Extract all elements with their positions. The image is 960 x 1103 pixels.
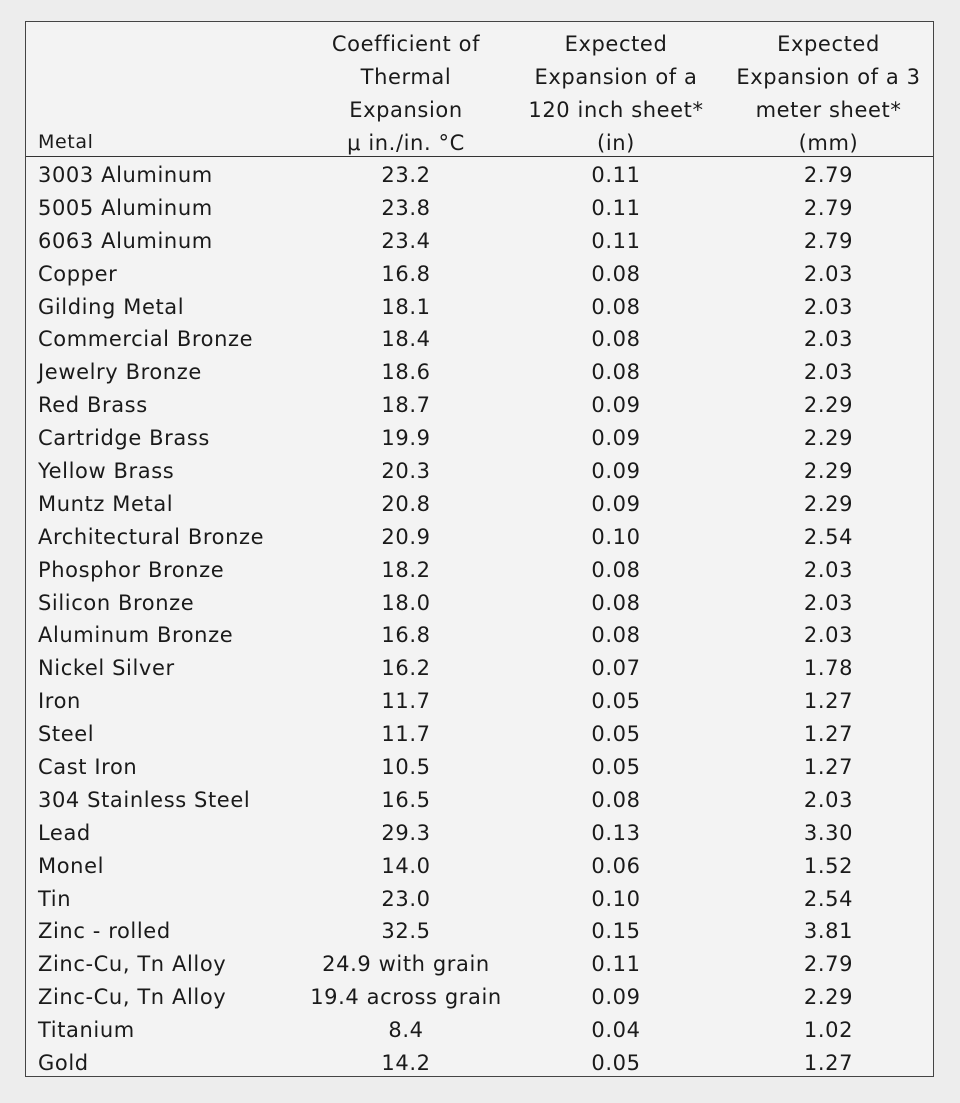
- header-expansion-mm-line: (mm): [798, 131, 859, 155]
- cell-metal: Steel: [38, 722, 95, 747]
- cell-expansion-in: 0.13: [591, 820, 641, 845]
- header-metal: Metal: [38, 131, 94, 153]
- cell-metal: Gilding Metal: [38, 294, 185, 319]
- header-expansion-in-line: 120 inch sheet*: [528, 98, 704, 122]
- cell-coefficient: 23.0: [381, 886, 431, 911]
- cell-metal: Tin: [38, 886, 72, 911]
- cell-expansion-mm: 1.27: [803, 1051, 854, 1076]
- cell-expansion-mm: 2.03: [803, 787, 854, 812]
- table-row: [26, 619, 933, 652]
- table-row: [26, 784, 933, 817]
- cell-expansion-in: 0.10: [591, 524, 641, 549]
- cell-expansion-in: 0.05: [591, 755, 641, 780]
- header-expansion-mm-line: Expected: [777, 32, 880, 56]
- cell-coefficient: 11.7: [381, 722, 431, 747]
- cell-expansion-mm: 3.81: [803, 919, 854, 944]
- cell-expansion-in: 0.08: [591, 557, 641, 582]
- cell-expansion-in: 0.08: [591, 623, 641, 648]
- cell-expansion-in: 0.09: [591, 393, 641, 418]
- cell-expansion-mm: 2.79: [803, 952, 854, 977]
- table-row: [26, 1014, 933, 1047]
- cell-expansion-mm: 1.52: [803, 853, 854, 878]
- cell-coefficient: 20.3: [381, 459, 431, 484]
- cell-expansion-in: 0.11: [591, 195, 641, 220]
- cell-metal: Copper: [38, 261, 118, 286]
- cell-expansion-mm: 2.79: [803, 163, 854, 187]
- cell-metal: 5005 Aluminum: [38, 195, 213, 220]
- table-row: [26, 915, 933, 948]
- cell-metal: Iron: [38, 689, 81, 714]
- cell-metal: Yellow Brass: [38, 459, 175, 484]
- cell-coefficient: 16.2: [381, 656, 431, 681]
- cell-coefficient: 18.0: [381, 590, 431, 615]
- cell-expansion-in: 0.15: [591, 919, 641, 944]
- table-row: [26, 850, 933, 883]
- cell-coefficient: 10.5: [381, 755, 431, 780]
- cell-coefficient: 23.8: [381, 195, 431, 220]
- table-row: [26, 323, 933, 356]
- table-row: [26, 291, 933, 324]
- cell-coefficient: 8.4: [388, 1018, 424, 1043]
- table-row: [26, 817, 933, 850]
- header-coefficient-line: Expansion: [349, 98, 463, 122]
- cell-coefficient: 11.7: [381, 689, 431, 714]
- cell-expansion-in: 0.09: [591, 426, 641, 451]
- cell-expansion-in: 0.07: [591, 656, 641, 681]
- cell-metal: Gold: [38, 1051, 89, 1076]
- cell-expansion-in: 0.05: [591, 1051, 641, 1076]
- cell-expansion-mm: 2.03: [803, 557, 854, 582]
- cell-expansion-in: 0.09: [591, 985, 641, 1010]
- cell-coefficient: 32.5: [381, 919, 431, 944]
- cell-coefficient: 18.7: [381, 393, 431, 418]
- cell-expansion-mm: 2.03: [803, 623, 854, 648]
- cell-expansion-in: 0.08: [591, 327, 641, 352]
- cell-coefficient: 18.1: [381, 294, 431, 319]
- table-row: [26, 389, 933, 422]
- cell-expansion-mm: 3.30: [803, 820, 854, 845]
- cell-metal: Zinc-Cu, Tn Alloy: [38, 952, 227, 977]
- table-row: [26, 488, 933, 521]
- cell-expansion-mm: 2.03: [803, 261, 854, 286]
- cell-expansion-mm: 1.02: [803, 1018, 854, 1043]
- header-coefficient-line: μ in./in. °C: [347, 131, 465, 155]
- header-expansion-in: [526, 28, 706, 160]
- table-row: [26, 718, 933, 751]
- cell-expansion-in: 0.10: [591, 886, 641, 911]
- cell-expansion-in: 0.04: [591, 1018, 641, 1043]
- cell-coefficient: 24.9 with grain: [322, 952, 490, 977]
- cell-expansion-mm: 2.29: [803, 393, 854, 418]
- cell-expansion-mm: 2.03: [803, 360, 854, 385]
- table-row: [26, 356, 933, 389]
- cell-expansion-in: 0.08: [591, 261, 641, 286]
- cell-expansion-mm: 2.54: [803, 886, 854, 911]
- cell-expansion-in: 0.09: [591, 459, 641, 484]
- cell-metal: 6063 Aluminum: [38, 228, 213, 253]
- header-expansion-mm-line: meter sheet*: [755, 98, 902, 122]
- cell-expansion-in: 0.05: [591, 722, 641, 747]
- cell-expansion-mm: 2.03: [803, 294, 854, 319]
- table-row: [26, 883, 933, 916]
- cell-expansion-mm: 1.27: [803, 722, 854, 747]
- cell-metal: Titanium: [38, 1018, 135, 1043]
- cell-expansion-mm: 2.79: [803, 195, 854, 220]
- thermal-expansion-table: [25, 21, 934, 1077]
- cell-coefficient: 19.4 across grain: [310, 985, 502, 1010]
- cell-expansion-in: 0.08: [591, 787, 641, 812]
- cell-expansion-mm: 1.27: [803, 689, 854, 714]
- cell-metal: Zinc-Cu, Tn Alloy: [38, 985, 227, 1010]
- header-coefficient: [326, 28, 486, 160]
- header-coefficient-line: Thermal: [360, 65, 452, 89]
- table-row: [26, 587, 933, 620]
- cell-expansion-mm: 2.29: [803, 459, 854, 484]
- table-row: [26, 685, 933, 718]
- cell-expansion-mm: 2.29: [803, 491, 854, 516]
- cell-coefficient: 23.2: [381, 163, 431, 187]
- table-row: [26, 159, 933, 192]
- table-row: [26, 258, 933, 291]
- cell-metal: Silicon Bronze: [38, 590, 195, 615]
- cell-expansion-mm: 1.78: [803, 656, 854, 681]
- cell-metal: Commercial Bronze: [38, 327, 254, 352]
- table-row: [26, 521, 933, 554]
- cell-expansion-in: 0.05: [591, 689, 641, 714]
- cell-metal: Red Brass: [38, 393, 148, 418]
- table-row: [26, 554, 933, 587]
- cell-expansion-mm: 2.79: [803, 228, 854, 253]
- cell-metal: Aluminum Bronze: [38, 623, 234, 648]
- cell-coefficient: 23.4: [381, 228, 431, 253]
- cell-coefficient: 14.2: [381, 1051, 431, 1076]
- cell-metal: 3003 Aluminum: [38, 163, 213, 187]
- table-row: [26, 1047, 933, 1080]
- cell-metal: 304 Stainless Steel: [38, 787, 251, 812]
- cell-expansion-mm: 1.27: [803, 755, 854, 780]
- cell-expansion-in: 0.11: [591, 163, 641, 187]
- cell-coefficient: 16.5: [381, 787, 431, 812]
- header-expansion-in-line: Expansion of a: [534, 65, 698, 89]
- cell-metal: Nickel Silver: [38, 656, 175, 681]
- cell-metal: Lead: [38, 820, 91, 845]
- table-row: [26, 455, 933, 488]
- table-row: [26, 981, 933, 1014]
- cell-expansion-in: 0.08: [591, 294, 641, 319]
- header-expansion-mm-line: Expansion of a 3: [736, 65, 921, 89]
- table-row: [26, 948, 933, 981]
- header-expansion-mm: [726, 28, 931, 160]
- header-expansion-in-line: Expected: [564, 32, 668, 56]
- cell-metal: Cartridge Brass: [38, 426, 210, 451]
- cell-coefficient: 20.8: [381, 491, 431, 516]
- cell-expansion-in: 0.06: [591, 853, 641, 878]
- cell-expansion-mm: 2.03: [803, 327, 854, 352]
- cell-expansion-mm: 2.29: [803, 426, 854, 451]
- cell-expansion-mm: 2.54: [803, 524, 854, 549]
- cell-metal: Jewelry Bronze: [38, 360, 202, 385]
- cell-metal: Phosphor Bronze: [38, 557, 225, 582]
- cell-expansion-in: 0.11: [591, 228, 641, 253]
- table-row: [26, 422, 933, 455]
- cell-metal: Architectural Bronze: [38, 524, 265, 549]
- cell-expansion-in: 0.08: [591, 590, 641, 615]
- cell-coefficient: 18.6: [381, 360, 431, 385]
- cell-metal: Muntz Metal: [38, 491, 174, 516]
- table-row: [26, 192, 933, 225]
- cell-coefficient: 18.2: [381, 557, 431, 582]
- cell-coefficient: 18.4: [381, 327, 431, 352]
- header-expansion-in-line: (in): [597, 131, 635, 155]
- cell-coefficient: 20.9: [381, 524, 431, 549]
- cell-expansion-in: 0.11: [591, 952, 641, 977]
- table-row: [26, 225, 933, 258]
- table-row: [26, 652, 933, 685]
- cell-coefficient: 29.3: [381, 820, 431, 845]
- cell-expansion-in: 0.08: [591, 360, 641, 385]
- cell-coefficient: 19.9: [381, 426, 431, 451]
- cell-expansion-in: 0.09: [591, 491, 641, 516]
- cell-expansion-mm: 2.29: [803, 985, 854, 1010]
- cell-coefficient: 14.0: [381, 853, 431, 878]
- table-row: [26, 751, 933, 784]
- table-header: [26, 22, 933, 157]
- table-body: [26, 159, 933, 1080]
- cell-metal: Cast Iron: [38, 755, 138, 780]
- cell-metal: Zinc - rolled: [38, 919, 171, 944]
- cell-coefficient: 16.8: [381, 623, 431, 648]
- header-coefficient-line: Coefficient of: [331, 32, 481, 56]
- cell-coefficient: 16.8: [381, 261, 431, 286]
- cell-expansion-mm: 2.03: [803, 590, 854, 615]
- cell-metal: Monel: [38, 853, 105, 878]
